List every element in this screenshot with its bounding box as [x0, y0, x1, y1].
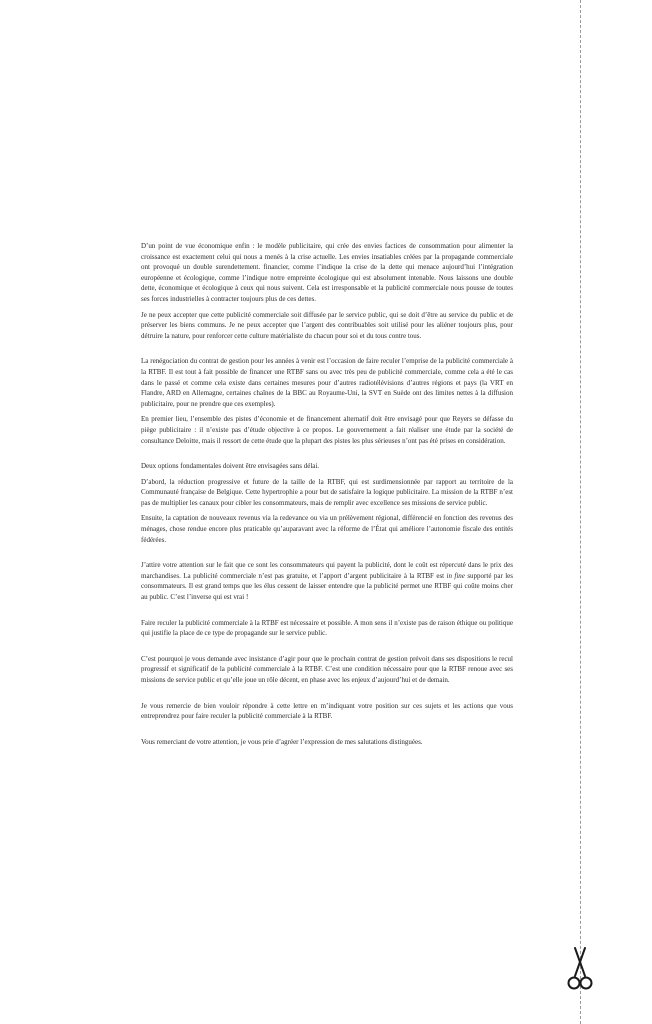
paragraph-two-options: Deux options fondamentales doivent être envisagées sans délai.	[141, 462, 320, 471]
paragraph-first-step: En premier lieu, l’ensemble des pistes d’économie et de financement alternatif doit être envisagé pour que Reyers se défasse du piège publicitaire : il n’existe pas d’étude objective à ce propos. Le gouvernement a fait réaliser une étude par la société de consultance Deloitte, mais il ressort de cette étude que la plupart des pistes les plus sérieuses n’ont pas été prises en considération.	[141, 415, 513, 445]
in-fine-emphasis: in fine	[446, 571, 465, 580]
paragraph-renegotiation: La renégociation du contrat de gestion pour les années à venir est l’occasion de faire reculer l’emprise de la publicité commerciale à la RTBF. Il est tout à fait possible de financer une RTBF sans ou avec très peu de publicité commerciale, comme cela a été le cas dans le passé et comme cela existe dans certaines mesures pour d’autres radiotélévisions d’autres régions et pays (la VRT en Flandre, ARD en Allemagne, certaines chaînes de la BBC au Royaume-Uni, la SVT en Suède ont des limites nettes à la diffusion publicitaire, pour ne prendre que ces exemples).	[141, 357, 513, 408]
paragraph-public-service: Je ne peux accepter que cette publicité commerciale soit diffusée par le service public, qui se doit d’être au service du public et de préserver les biens communs. Je ne peux accepter que l’argent des contribuables soit utilisé pour les aliéner toujours plus, pour détruire la nature, pour renforcer cette culture matérialiste du chacun pour soi et du tous contre tous.	[141, 310, 513, 340]
scissors-icon	[566, 946, 594, 992]
paragraph-option-revenue: Ensuite, la captation de nouveaux revenus via la redevance ou via un prélèvement régional, différencié en fonction des revenus des ménages, chose rendue encore plus praticable qu’auparavant avec la réforme de l’État qui améliore l’autonomie fiscale des entités fédérées.	[141, 514, 513, 544]
paragraph-closing: Vous remerciant de votre attention, je vous prie d’agréer l’expression de mes salutations distinguées.	[141, 737, 423, 746]
paragraph-consumers-pay	[141, 560, 513, 602]
paragraph-request: C’est pourquoi je vous demande avec insistance d’agir pour que le prochain contrat de gestion prévoit dans ses dispositions le recul progressif et significatif de la publicité commerciale à la RTBF. C’est une condition nécessaire pour que la RTBF renoue avec ses missions de service public et qu’elle joue un rôle décent, en phase avec les enjeux d’aujourd’hui et de demain.	[141, 654, 513, 684]
cut-line	[580, 0, 581, 1024]
letter-body	[141, 241, 513, 752]
paragraph-necessary: Faire reculer la publicité commerciale à la RTBF est nécessaire et possible. A mon sens il n’existe pas de raison éthique ou politique qui justifie la place de ce type de propagande sur le service public.	[141, 618, 513, 638]
paragraph-option-reduction: D’abord, la réduction progressive et future de la taille de la RTBF, qui est surdimensionnée par rapport au territoire de la Communauté française de Belgique. Cette hypertrophie a pour but de satisfaire la logique publicitaire. La mission de la RTBF n’est pas de multiplier les canaux pour cibler les consommateurs, mais de remplir avec excellence ses missions de service public.	[141, 477, 513, 507]
paragraph-economic: D’un point de vue économique enfin : le modèle publicitaire, qui crée des envies factices de consommation pour alimenter la croissance est exactement celui qui nous a menés à la crise actuelle. Les envies insatiables créées par la propagande commerciale ont provoqué un double surendettement. financier, comme l’indique la crise de la dette qui menace aujourd’hui l’intégration européenne et écologique, comme l’indique notre empreinte écologique qui est absolument intenable. Nous laissons une double dette, économique et écologique à ceux qui nous suivent. Cela est irresponsable et la publicité commerciale nous pousse de toutes ses forces industrielles à contracter toujours plus de ces dettes.	[141, 242, 513, 303]
paragraph-thanks: Je vous remercie de bien vouloir répondre à cette lettre en m’indiquant votre position sur ces sujets et les actions que vous entreprendrez pour faire reculer la publicité commerciale à la RTBF.	[141, 701, 513, 721]
consumers-pay-text-b: supporté par les consommateurs. Il est grand temps que les élus cessent de laisser entendre que la publicité permet une RTBF qui coûte moins cher au public. C’est l’inverse qui est vrai !	[141, 571, 513, 602]
consumers-pay-text-a: J’attire votre attention sur le fait que ce sont les consommateurs qui payent la publicité, dont le coût est répercuté dans le prix des marchandises. La publicité commerciale n’est pas gratuite, et l’apport d’argent publicitaire à la RTBF est	[141, 561, 513, 580]
